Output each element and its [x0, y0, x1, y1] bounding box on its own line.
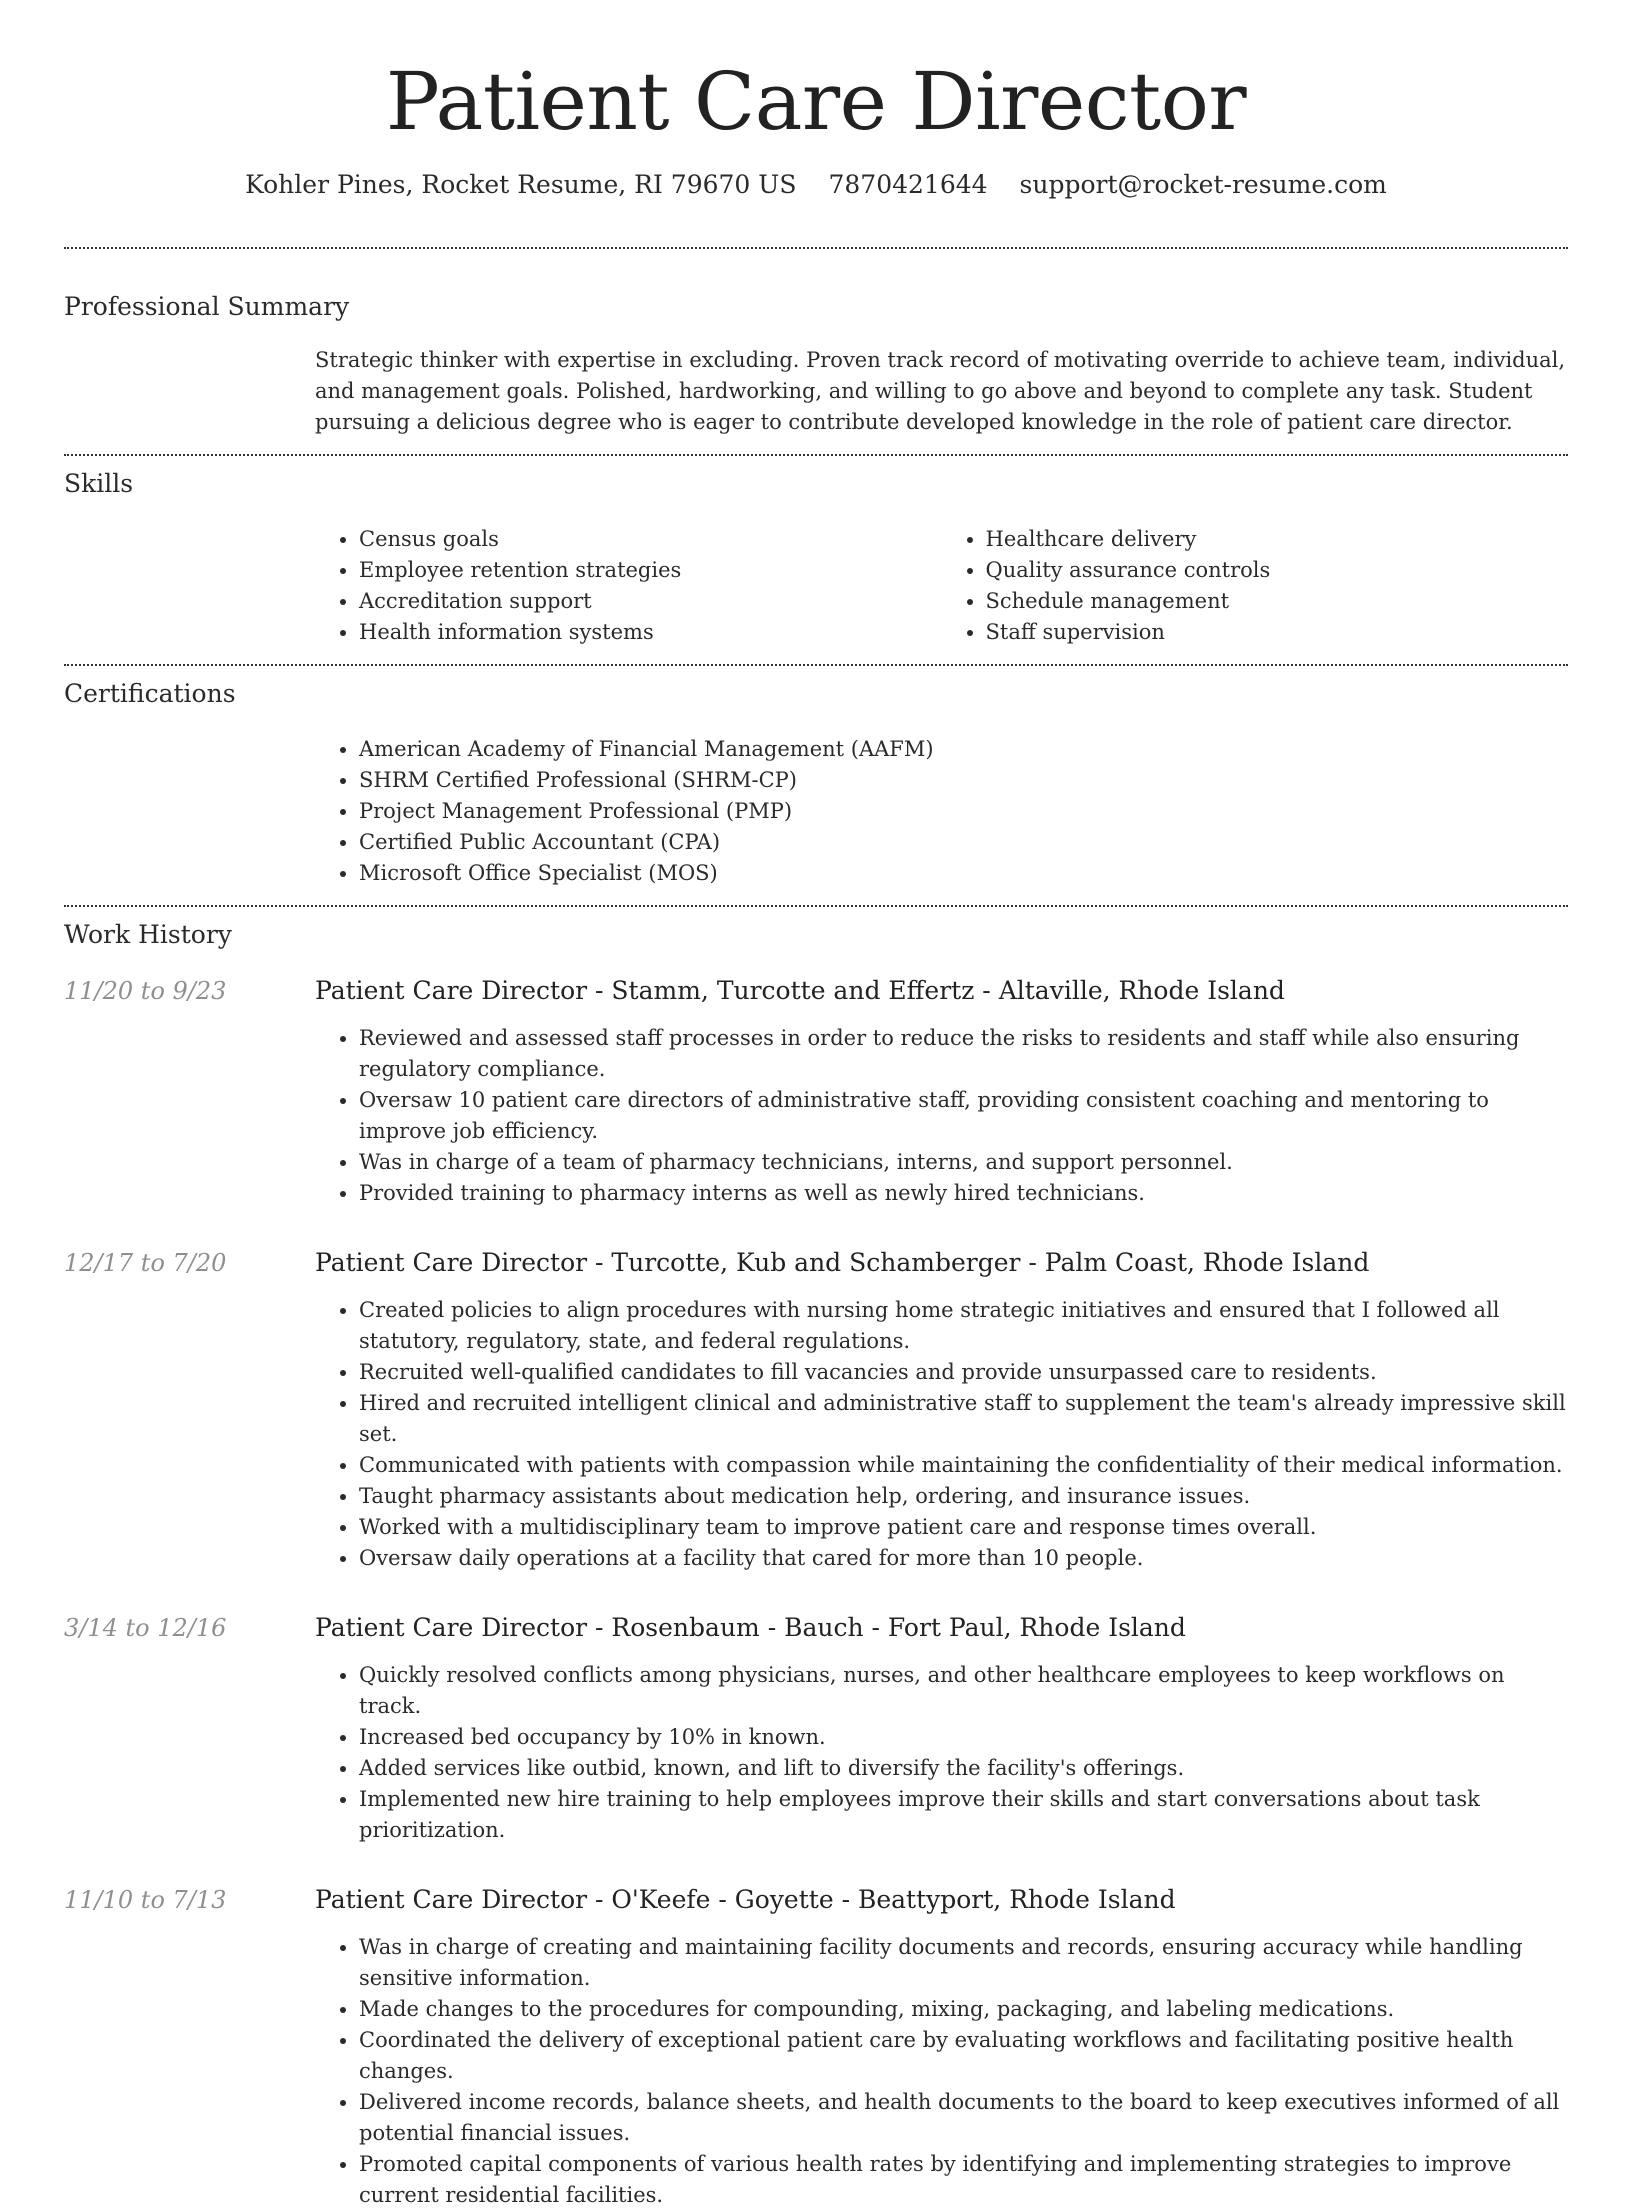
skill-item: • Staff supervision [986, 617, 1569, 648]
skills-column-left [315, 524, 942, 648]
job-entry [64, 1247, 1568, 1574]
job-dates: 11/20 to 9/23 [64, 977, 227, 1005]
job-bullet: • Reviewed and assessed staff processes in order to reduce the risks to residents and staff while also ensuring regulatory compliance. [359, 1023, 1568, 1085]
job-bullets [315, 1295, 1568, 1574]
skill-item: • Schedule management [986, 586, 1569, 617]
resume-page [64, 0, 1568, 2211]
job-bullet: • Communicated with patients with compassion while maintaining the confidentiality of their medical information. [359, 1450, 1568, 1481]
job-bullet: • Made changes to the procedures for compounding, mixing, packaging, and labeling medications. [359, 1994, 1568, 2025]
job-bullet: • Taught pharmacy assistants about medication help, ordering, and insurance issues. [359, 1481, 1568, 1512]
work-history-heading: Work History [64, 920, 232, 949]
summary-text: Strategic thinker with expertise in excluding. Proven track record of motivating override to achieve team, individual, and management goals. Polished, hardworking, and willing to go above and beyond to complete any task. Student pursuing a delicious degree who is eager to contribute developed knowledge in the role of patient care director. [315, 348, 1566, 434]
job-duties [315, 1023, 1568, 1209]
job-bullet: • Promoted capital components of various health rates by identifying and implementing strategies to improve current residential facilities. [359, 2149, 1568, 2211]
job-bullet: • Added services like outbid, known, and lift to diversify the facility's offerings. [359, 1753, 1568, 1784]
job-bullet: • Oversaw daily operations at a facility that cared for more than 10 people. [359, 1543, 1568, 1574]
section-divider [64, 905, 1568, 907]
job-bullet: • Created policies to align procedures with nursing home strategic initiatives and ensured that I followed all statutory, regulatory, state, and federal regulations. [359, 1295, 1568, 1357]
job-title: Patient Care Director - Turcotte, Kub and Schamberger - Palm Coast, Rhode Island [315, 1248, 1370, 1277]
job-header [64, 975, 1568, 1007]
skill-item: • Employee retention strategies [359, 555, 942, 586]
candidate-name: Patient Care Director [385, 55, 1247, 148]
job-entry [64, 1884, 1568, 2211]
certification-item: • SHRM Certified Professional (SHRM-CP) [359, 765, 1568, 796]
job-entry [64, 1612, 1568, 1846]
certification-item: • American Academy of Financial Management (AAFM) [359, 734, 1568, 765]
job-bullet: • Oversaw 10 patient care directors of administrative staff, providing consistent coaching and mentoring to improve job efficiency. [359, 1085, 1568, 1147]
certification-item: • Project Management Professional (PMP) [359, 796, 1568, 827]
job-bullet: • Hired and recruited intelligent clinical and administrative staff to supplement the team's already impressive skill set. [359, 1388, 1568, 1450]
job-duties [315, 1295, 1568, 1574]
summary-heading: Professional Summary [64, 292, 350, 321]
skills-heading: Skills [64, 469, 134, 498]
certifications-heading: Certifications [64, 679, 236, 708]
summary-body [315, 345, 1568, 438]
job-dates: 3/14 to 12/16 [64, 1614, 227, 1642]
job-duties [315, 1660, 1568, 1846]
job-bullet: • Was in charge of creating and maintaining facility documents and records, ensuring accuracy while handling sensitive information. [359, 1932, 1568, 1994]
job-bullet: • Provided training to pharmacy interns as well as newly hired technicians. [359, 1178, 1568, 1209]
job-bullet: • Coordinated the delivery of exceptional patient care by evaluating workflows and facilitating positive health changes. [359, 2025, 1568, 2087]
skills-column-right [942, 524, 1569, 648]
contact-email[interactable]: support@rocket-resume.com [1019, 170, 1387, 199]
job-title: Patient Care Director - O'Keefe - Goyette - Beattyport, Rhode Island [315, 1885, 1176, 1914]
section-divider [64, 247, 1568, 249]
skill-item: • Quality assurance controls [986, 555, 1569, 586]
job-entry [64, 975, 1568, 1209]
certification-item: • Microsoft Office Specialist (MOS) [359, 858, 1568, 889]
certifications-items [315, 734, 1568, 889]
certifications-list [315, 734, 1568, 889]
skill-item: • Accreditation support [359, 586, 942, 617]
skills-list [315, 524, 1568, 648]
job-header [64, 1612, 1568, 1644]
job-dates: 12/17 to 7/20 [64, 1249, 227, 1277]
job-bullet: • Implemented new hire training to help employees improve their skills and start conversations about task prioritization. [359, 1784, 1568, 1846]
job-dates: 11/10 to 7/13 [64, 1886, 227, 1914]
contact-phone: 7870421644 [828, 170, 988, 199]
job-bullet: • Delivered income records, balance sheets, and health documents to the board to keep executives informed of all potential financial issues. [359, 2087, 1568, 2149]
job-bullet: • Was in charge of a team of pharmacy technicians, interns, and support personnel. [359, 1147, 1568, 1178]
contact-address: Kohler Pines, Rocket Resume, RI 79670 US [245, 170, 797, 199]
job-bullet: • Worked with a multidisciplinary team to improve patient care and response times overall. [359, 1512, 1568, 1543]
job-bullet: • Recruited well-qualified candidates to fill vacancies and provide unsurpassed care to residents. [359, 1357, 1568, 1388]
contact-line [64, 168, 1568, 202]
job-bullets [315, 1932, 1568, 2211]
job-bullet: • Increased bed occupancy by 10% in known. [359, 1722, 1568, 1753]
skill-item: • Healthcare delivery [986, 524, 1569, 555]
job-duties [315, 1932, 1568, 2211]
section-divider [64, 664, 1568, 666]
job-bullet: • Quickly resolved conflicts among physicians, nurses, and other healthcare employees to keep workflows on track. [359, 1660, 1568, 1722]
job-title: Patient Care Director - Rosenbaum - Bauch - Fort Paul, Rhode Island [315, 1613, 1186, 1642]
certification-item: • Certified Public Accountant (CPA) [359, 827, 1568, 858]
job-title: Patient Care Director - Stamm, Turcotte and Effertz - Altaville, Rhode Island [315, 976, 1285, 1005]
job-bullets [315, 1660, 1568, 1846]
job-header [64, 1884, 1568, 1916]
skill-item: • Census goals [359, 524, 942, 555]
job-header [64, 1247, 1568, 1279]
skill-item: • Health information systems [359, 617, 942, 648]
section-divider [64, 454, 1568, 456]
job-bullets [315, 1023, 1568, 1209]
